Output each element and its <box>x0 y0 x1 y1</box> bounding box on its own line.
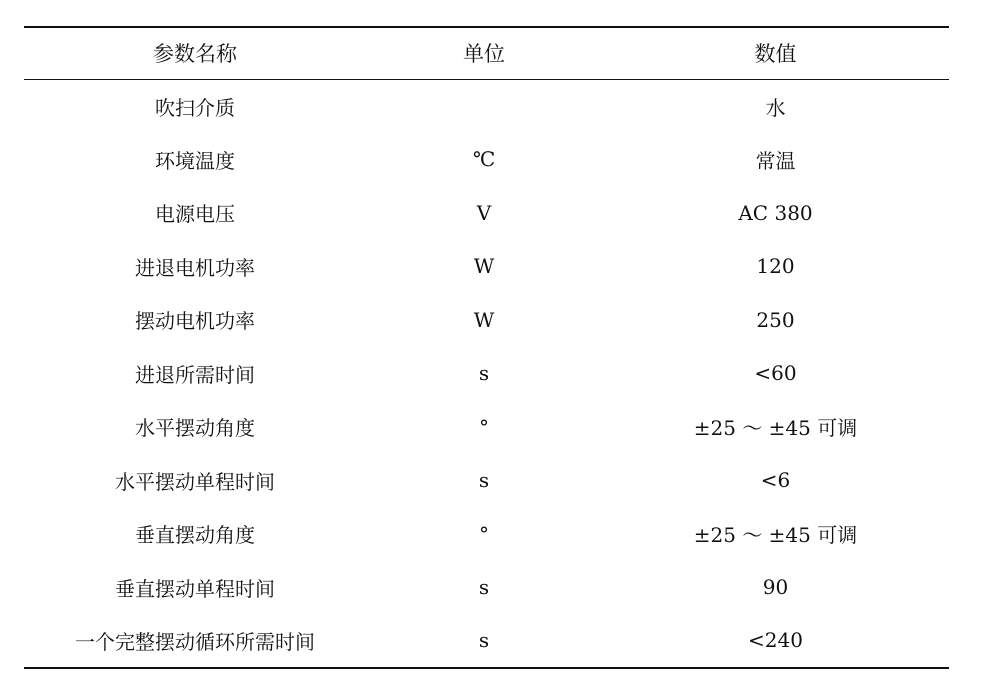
param-name-cell: 垂直摆动角度 <box>135 523 255 548</box>
param-name-cell: 水平摆动单程时间 <box>115 469 275 494</box>
parameter-table-container <box>24 26 949 669</box>
unit-cell: s <box>478 575 490 600</box>
header-param-name: 参数名称 <box>24 27 366 79</box>
param-name-cell: 水平摆动角度 <box>135 416 255 441</box>
table-row <box>24 293 949 347</box>
table-row <box>24 133 949 187</box>
param-name-cell: 垂直摆动单程时间 <box>115 576 275 601</box>
unit-cell: V <box>476 200 492 225</box>
table-row <box>24 240 949 294</box>
unit-cell: s <box>478 361 490 386</box>
value-cell: 常温 <box>755 148 796 173</box>
value-cell: 90 <box>762 575 789 600</box>
value-cell: ±25 ～ ±45 可调 <box>693 523 858 548</box>
param-name-cell: 环境温度 <box>155 148 235 173</box>
param-name-cell: 进退电机功率 <box>135 255 255 280</box>
unit-cell: ° <box>479 414 489 439</box>
value-cell: <240 <box>602 614 949 668</box>
value-cell: <60 <box>754 361 797 386</box>
value-cell: ±25 ～ ±45 可调 <box>693 416 858 441</box>
table-header-row <box>24 27 949 79</box>
table-row <box>24 400 949 454</box>
param-name-cell: 摆动电机功率 <box>135 309 255 334</box>
unit-cell: ℃ <box>472 147 496 172</box>
value-cell: AC 380 <box>738 200 813 225</box>
unit-cell: ° <box>479 521 489 546</box>
value-cell: 250 <box>756 307 795 332</box>
unit-cell: s <box>478 468 490 493</box>
unit-cell: W <box>473 254 495 279</box>
table-row <box>24 79 949 133</box>
unit-cell: s <box>366 614 602 668</box>
param-name-cell: 进退所需时间 <box>135 362 255 387</box>
value-cell: <6 <box>760 468 791 493</box>
table-row <box>24 454 949 508</box>
header-value: 数值 <box>602 27 949 79</box>
param-name-cell: 一个完整摆动循环所需时间 <box>24 614 366 668</box>
param-name-cell: 电源电压 <box>155 202 235 227</box>
unit-cell: W <box>473 307 495 332</box>
table-row <box>24 561 949 615</box>
unit-cell <box>366 79 602 133</box>
table-row <box>24 507 949 561</box>
table-row <box>24 347 949 401</box>
table-row <box>24 614 949 668</box>
parameter-table <box>24 26 949 669</box>
value-cell: 120 <box>756 254 795 279</box>
value-cell: 水 <box>765 95 786 120</box>
table-row <box>24 186 949 240</box>
param-name-cell: 吹扫介质 <box>155 95 235 120</box>
header-unit: 单位 <box>366 27 602 79</box>
